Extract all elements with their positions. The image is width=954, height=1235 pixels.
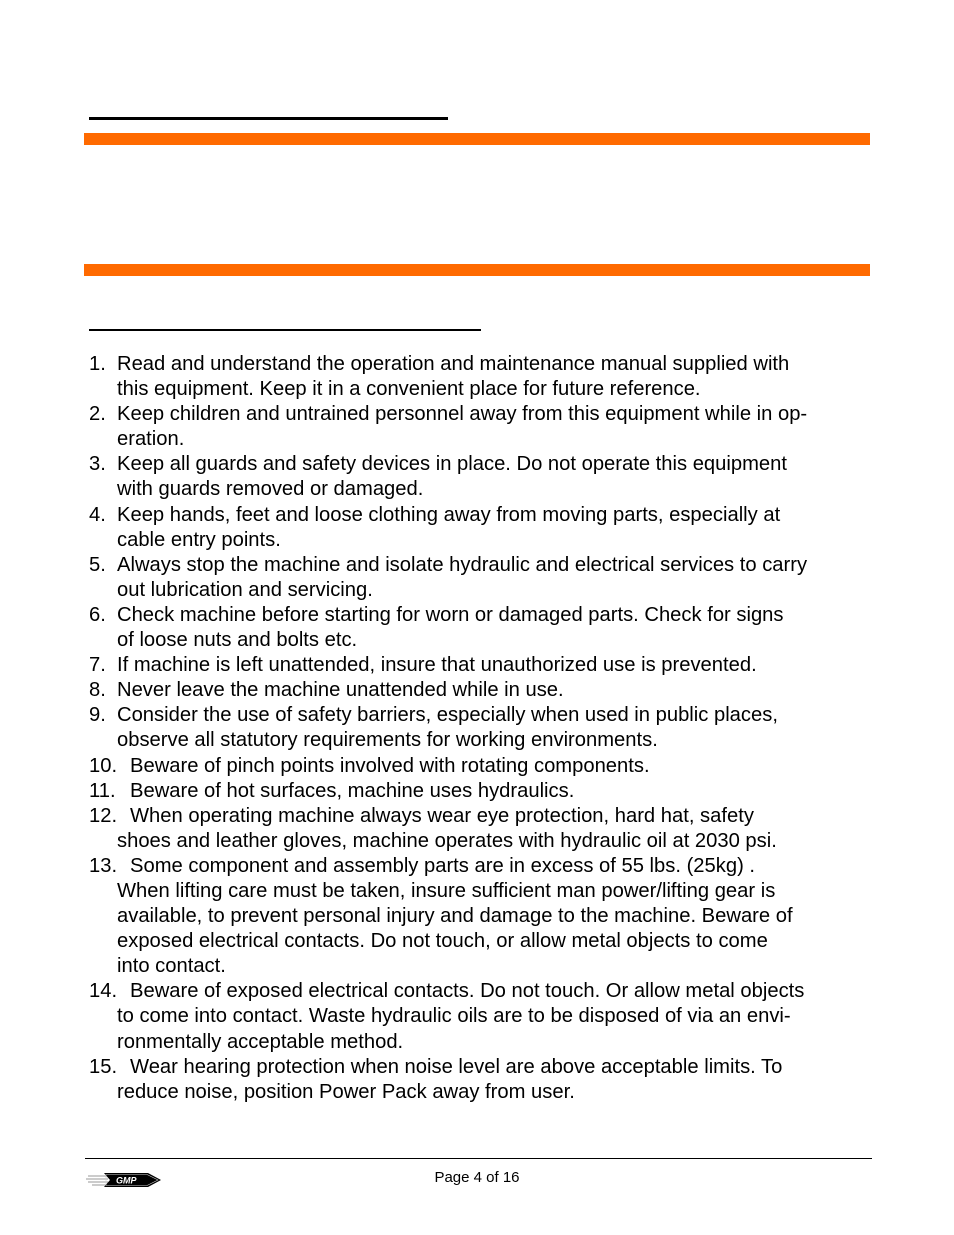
safety-rule-item [0,1055,954,1105]
item-number: 15. [89,1055,118,1078]
item-number: 1. [89,353,106,375]
item-number: 12. [89,804,118,827]
item-number: 9. [89,704,106,727]
safety-rule-item [0,352,954,402]
item-text: Keep children and untrained personnel away from this equipment while in op- eration. [117,403,808,451]
safety-rule-item [0,779,954,804]
item-text: Read and understand the operation and maintenance manual supplied with this equipment. Keep it in a convenient place for future reference. [117,353,790,401]
safety-rule-item [0,553,954,603]
page-number: Page 4 of 16 [434,1169,520,1186]
item-text: Keep hands, feet and loose clothing away from moving parts, especially at cable entry points. [117,503,781,551]
item-text: Consider the use of safety barriers, especially when used in public places, observe all statutory requirements for working environments. [117,704,778,752]
safety-rule-item [0,653,954,678]
item-number: 10. [89,754,118,777]
item-text: Beware of hot surfaces, machine uses hydraulics. [130,779,575,802]
item-text: When operating machine always wear eye protection, hard hat, safety shoes and leather gloves, machine operates with hydraulic oil at 2030 psi. [117,804,777,852]
item-text: Beware of pinch points involved with rotating components. [130,754,650,777]
safety-rule-item [0,402,954,452]
orange-band-top [84,133,870,145]
safety-rules-list [0,352,954,1105]
safety-rule-item [0,804,954,854]
safety-rule-item [0,854,954,979]
item-text: Keep all guards and safety devices in place. Do not operate this equipment with guards removed or damaged. [117,453,787,501]
item-number: 11. [89,779,116,802]
item-number: 2. [89,403,106,426]
safety-rule-item [0,603,954,653]
orange-band-bottom [84,264,870,276]
item-text: Wear hearing protection when noise level are above acceptable limits. To reduce noise, position Power Pack away from user. [117,1055,783,1103]
item-number: 7. [89,654,106,677]
item-text: If machine is left unattended, insure that unauthorized use is prevented. [117,654,757,677]
item-number: 13. [89,854,118,877]
item-number: 5. [89,553,106,576]
item-number: 14. [89,980,118,1003]
safety-rule-item [0,703,954,753]
safety-rule-item [0,452,954,502]
section-rule [89,329,481,331]
safety-rule-item [0,979,954,1054]
footer-rule [85,1158,872,1159]
item-text: Beware of exposed electrical contacts. Do not touch. Or allow metal objects to come into contact. Waste hydraulic oils are to be disposed of via an envi- ronmentally acceptable method. [117,980,805,1053]
item-text: Always stop the machine and isolate hydraulic and electrical services to carry out lubrication and servicing. [117,553,808,601]
item-text: Some component and assembly parts are in excess of 55 lbs. (25kg) . When lifting care must be taken, insure sufficient man power/lifting gear is available, to prevent personal injury and damage to the machine. Beware of exposed electrical contacts. Do not touch, or allow metal objects to come into contact. [117,854,793,978]
item-number: 3. [89,453,106,476]
item-text: Never leave the machine unattended while in use. [117,679,564,702]
safety-rule-item [0,678,954,703]
item-number: 4. [89,503,106,526]
header-rule [89,117,448,120]
safety-rule-item [0,754,954,779]
safety-rule-item [0,503,954,553]
item-text: Check machine before starting for worn or damaged parts. Check for signs of loose nuts and bolts etc. [117,603,784,652]
item-number: 6. [89,603,106,626]
gmp-logo-text: GMP [116,1175,137,1186]
item-number: 8. [89,679,106,702]
